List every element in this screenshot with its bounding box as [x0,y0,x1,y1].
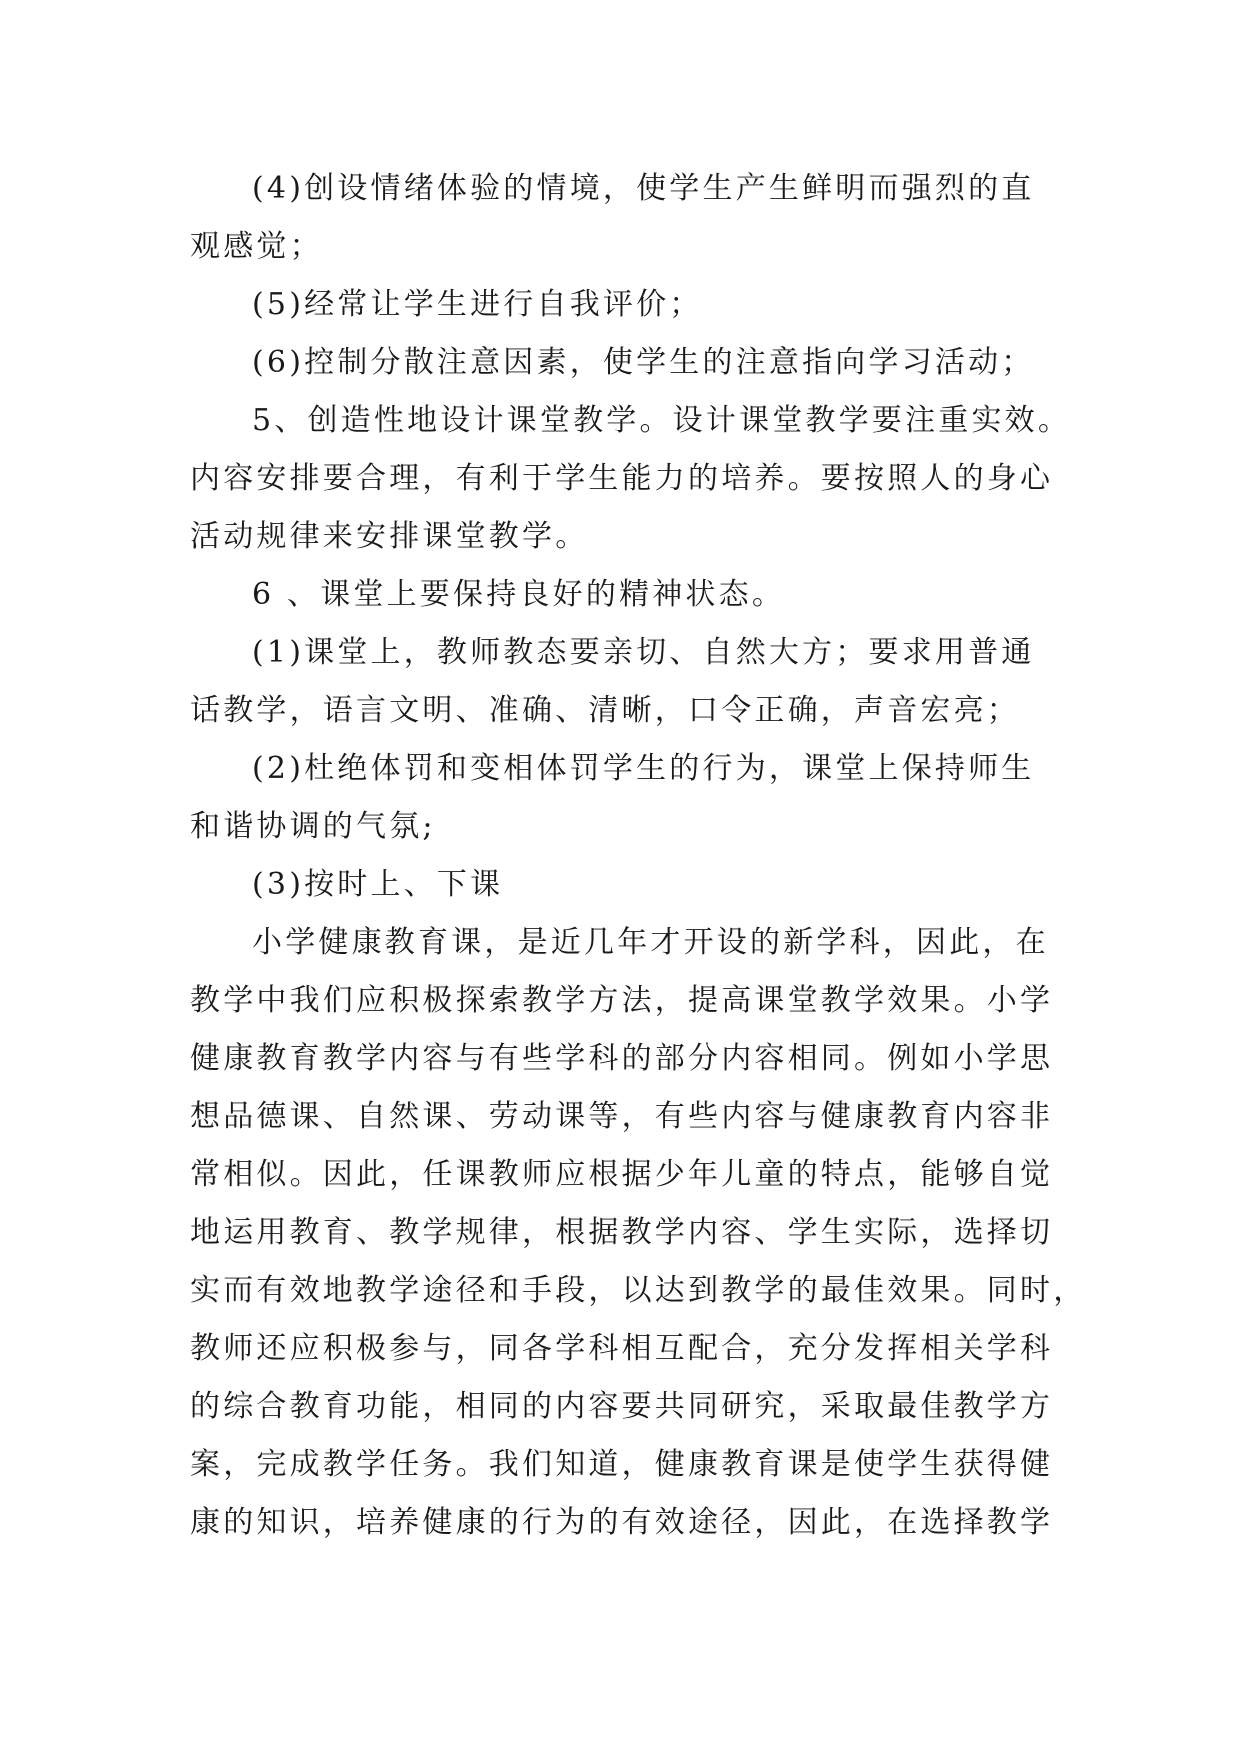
text-line: 内容安排要合理，有利于学生能力的培养。要按照人的身心 [190,461,1054,496]
text-line: 的综合教育功能，相同的内容要共同研究，采取最佳教学方 [190,1389,1054,1424]
text-line: (3)按时上、下课 [252,867,504,902]
text-line: (4)创设情绪体验的情境，使学生产生鲜明而强烈的直 [252,171,1035,206]
text-line: 和谐协调的气氛; [190,809,436,844]
text-line: 教学中我们应积极探索教学方法，提高课堂教学效果。小学 [190,983,1054,1018]
text-line: (6)控制分散注意因素，使学生的注意指向学习活动； [252,345,1035,380]
text-line: (1)课堂上，教师教态要亲切、自然大方；要求用普通 [252,635,1035,670]
text-line: 小学健康教育课，是近几年才开设的新学科，因此，在 [252,925,1049,960]
text-line: 常相似。因此，任课教师应根据少年儿童的特点，能够自觉 [190,1157,1054,1192]
text-line: 6 、课堂上要保持良好的精神状态。 [252,577,786,612]
text-line: 康的知识，培养健康的行为的有效途径，因此，在选择教学 [190,1505,1054,1540]
document-body [190,160,1087,1552]
text-line: (5)经常让学生进行自我评价； [252,287,703,322]
text-line: 话教学，语言文明、准确、清晰，口令正确，声音宏亮； [190,693,1020,728]
text-line: 地运用教育、教学规律，根据教学内容、学生实际，选择切 [190,1215,1054,1250]
text-line: 活动规律来安排课堂教学。 [190,519,589,554]
text-line: 想品德课、自然课、劳动课等，有些内容与健康教育内容非 [190,1099,1054,1134]
text-line: 健康教育教学内容与有些学科的部分内容相同。例如小学思 [190,1041,1054,1076]
text-line: 观感觉； [190,229,323,264]
text-line: (2)杜绝体罚和变相体罚学生的行为，课堂上保持师生 [252,751,1035,786]
text-line: 5、创造性地设计课堂教学。设计课堂教学要注重实效。 [252,403,1072,438]
text-line: 实而有效地教学途径和手段，以达到教学的最佳效果。同时， [190,1273,1087,1308]
text-line: 教师还应积极参与，同各学科相互配合，充分发挥相关学科 [190,1331,1054,1366]
text-line: 案，完成教学任务。我们知道，健康教育课是使学生获得健 [190,1447,1054,1482]
